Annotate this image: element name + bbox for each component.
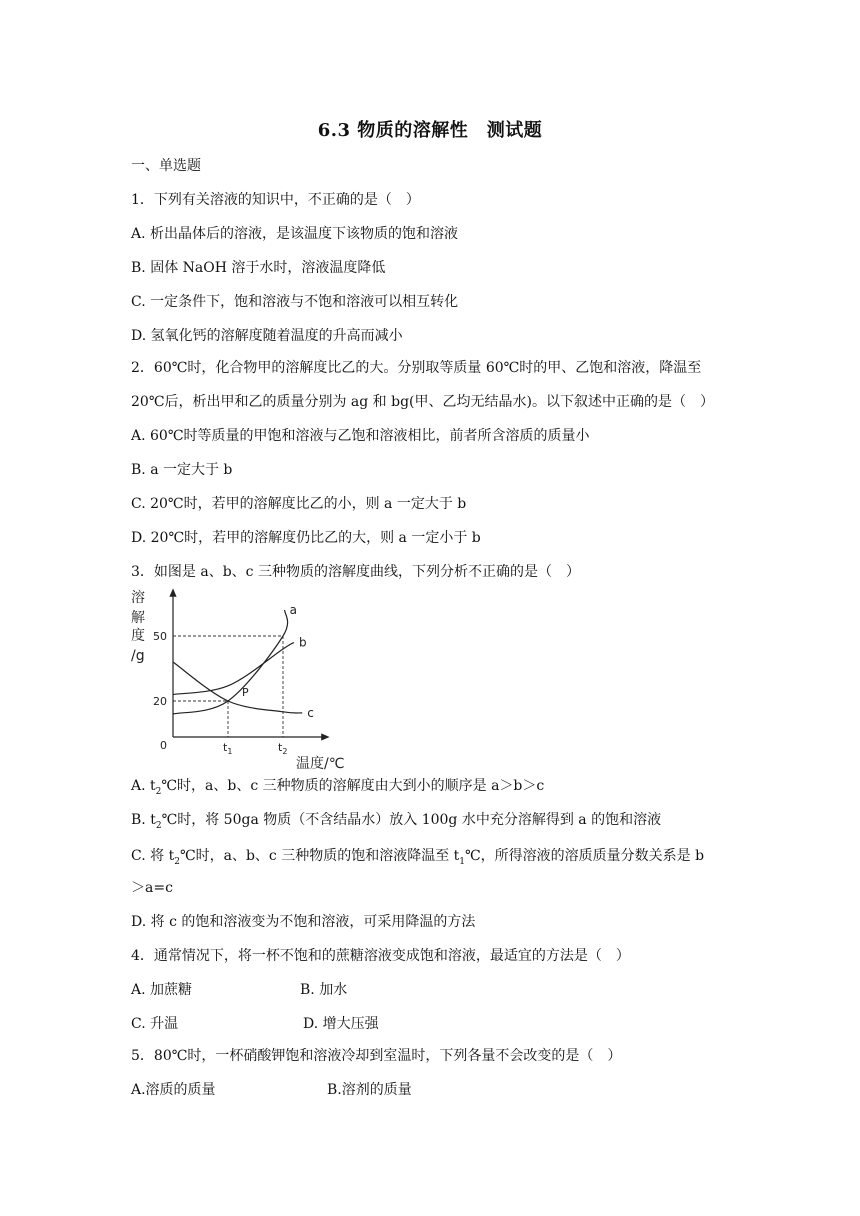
q1-stem: 1．下列有关溶液的知识中，不正确的是（ ） [131, 192, 420, 208]
q2-option-a: A. 60℃时等质量的甲饱和溶液与乙饱和溶液相比，前者所含溶质的质量小 [131, 428, 590, 444]
q2-option-b: B. a 一定大于 b [131, 462, 233, 478]
q3-option-a: A. $t_2℃$时，a、b、c 三种物质的溶解度由大到小的顺序是 a＞b＞c [131, 778, 545, 797]
point-p-label: P [242, 686, 249, 699]
q1-option-d: D. 氢氧化钙的溶解度随着温度的升高而减小 [131, 328, 403, 344]
q1-option-a: A. 析出晶体后的溶液，是该温度下该物质的饱和溶液 [131, 226, 459, 242]
x-tick-label: $t_2$ [278, 741, 288, 756]
q2-stem-line1: 2．60℃时，化合物甲的溶解度比乙的大。分别取等质量 60℃时的甲、乙饱和溶液，降温至 [131, 360, 702, 376]
origin-label: 0 [160, 739, 167, 752]
q1-option-c: C. 一定条件下，饱和溶液与不饱和溶液可以相互转化 [131, 294, 459, 310]
q3-stem: 3．如图是 a、b、c 三种物质的溶解度曲线，下列分析不正确的是（ ） [131, 564, 580, 580]
q5-option-a: A.溶质的质量 [131, 1082, 216, 1098]
q5-option-b: B.溶剂的质量 [327, 1082, 412, 1098]
solubility-chart [126, 586, 345, 772]
y-tick-label: 20 [153, 695, 167, 708]
section-heading: 一、单选题 [131, 158, 201, 174]
q2-option-c: C. 20℃时，若甲的溶解度比乙的小，则 a 一定大于 b [131, 496, 467, 512]
q5-stem: 5．80℃时，一杯硝酸钾饱和溶液冷却到室温时，下列各量不会改变的是（ ） [131, 1048, 622, 1064]
q2-stem-line2: 20℃后，析出甲和乙的质量分别为 ag 和 bg(甲、乙均无结晶水)。以下叙述中正确的是（ ） [131, 394, 714, 410]
series-label-c: c [307, 705, 314, 720]
page-title: 6.3 物质的溶解性 测试题 [317, 120, 543, 141]
q4-option-b: B. 加水 [300, 982, 348, 998]
x-tick-label: $t_1$ [223, 741, 233, 756]
curve-b [173, 643, 294, 695]
y-axis-label-char: /g [131, 648, 145, 664]
q4-option-d: D. 增大压强 [303, 1016, 379, 1032]
q3-option-c: C. 将 $t_2℃$时，a、b、c 三种物质的饱和溶液降温至 $t_1℃$，所得溶液的溶质质量分数关系是 b [131, 848, 705, 867]
q4-option-c: C. 升温 [131, 1016, 179, 1032]
q4-option-a: A. 加蔗糖 [131, 982, 193, 998]
q1-option-b: B. 固体 NaOH 溶于水时，溶液温度降低 [131, 260, 386, 276]
curve-a [173, 610, 288, 714]
y-axis-label-char: 度 [131, 628, 145, 644]
q2-option-d: D. 20℃时，若甲的溶解度仍比乙的大，则 a 一定小于 b [131, 530, 481, 546]
y-tick-label: 50 [153, 630, 167, 643]
x-axis-label: 温度/℃ [296, 756, 345, 772]
q3-option-d: D. 将 c 的饱和溶液变为不饱和溶液，可采用降温的方法 [131, 914, 476, 930]
q3-option-b: B. $t_2℃$时，将 50ga 物质（不含结晶水）放入 100g 水中充分溶解得到 a 的饱和溶液 [131, 812, 662, 831]
series-label-b: b [299, 635, 307, 650]
y-axis-label-char: 解 [131, 610, 145, 626]
series-label-a: a [289, 603, 298, 617]
q3-option-c-cont: ＞a=c [131, 880, 173, 896]
y-axis-label-char: 溶 [131, 590, 145, 606]
q4-stem: 4．通常情况下，将一杯不饱和的蔗糖溶液变成饱和溶液，最适宜的方法是（ ） [131, 948, 630, 964]
